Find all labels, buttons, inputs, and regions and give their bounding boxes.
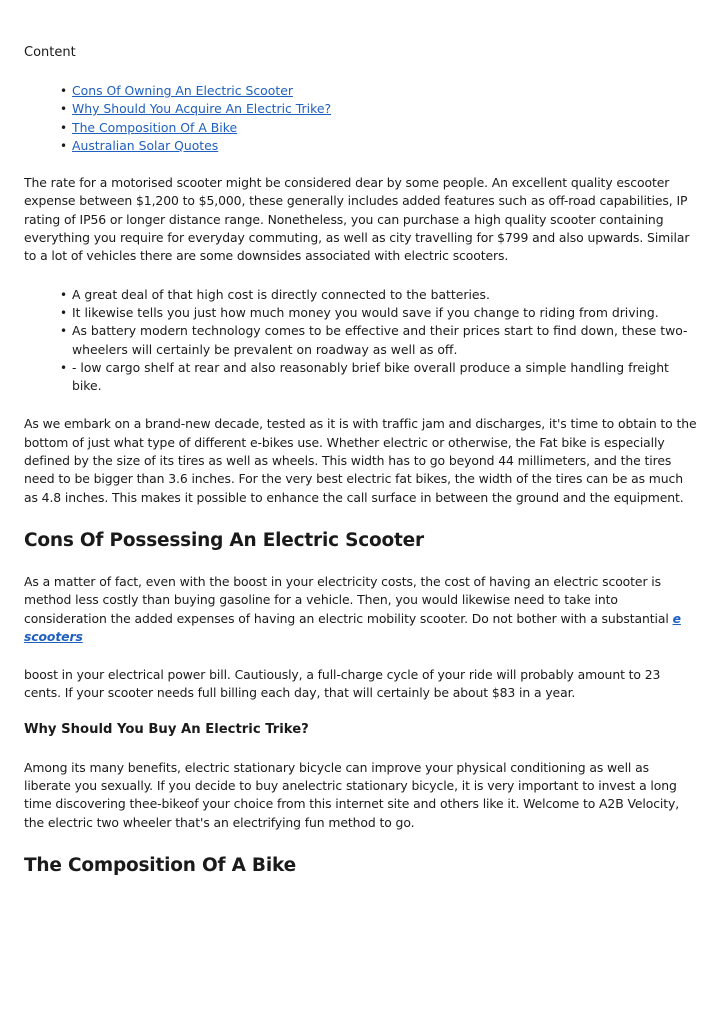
toc-title: Content xyxy=(24,45,76,60)
intro-bullet-list xyxy=(24,286,698,396)
toc-item xyxy=(72,82,698,100)
list-item: • A great deal of that high cost is directly connected to the batteries. xyxy=(72,286,698,304)
intro-paragraph: The rate for a motorised scooter might be considered dear by some people. An excellent quality escooter expense between $1,200 to $5,000, these generally includes added features such as off-road capabilities, IP rating of IP56 or longer distance range. Nonetheless, you can purchase a high quality scooter containing everything you require for everyday commuting, as well as city travelling for $799 and also upwards. Similar to a lot of vehicles there are some downsides associated with electric scooters. xyxy=(24,175,690,264)
cons-paragraph xyxy=(24,573,698,646)
toc-item xyxy=(72,119,698,137)
document-page xyxy=(24,44,698,898)
list-item: • - low cargo shelf at rear and also reasonably brief bike overall produce a simple handling freight bike. xyxy=(72,359,698,396)
spacer xyxy=(24,646,698,666)
list-item: • It likewise tells you just how much money you would save if you change to riding from driving. xyxy=(72,304,698,322)
section-heading-trike: Why Should You Buy An Electric Trike? xyxy=(24,721,309,737)
trike-paragraph: Among its many benefits, electric stationary bicycle can improve your physical conditioning as well as liberate you sexually. If you decide to buy anelectric stationary bicycle, it is very important to invest a long time discovering thee-bikeof your choice from this internet site and others like it. Welcome to A2B Velocity, the electric two wheeler that's an electrifying fun method to go. xyxy=(24,759,680,830)
spacer xyxy=(24,703,698,721)
list-item: • As battery modern technology comes to be effective and their prices start to find down, these two-wheelers will certainly be prevalent on roadway as well as off. xyxy=(72,322,698,359)
e-scooters-link[interactable]: e scooters xyxy=(24,610,681,644)
toc-item xyxy=(72,100,698,118)
section-heading-composition: The Composition Of A Bike xyxy=(24,854,296,876)
toc-link-trike[interactable]: Why Should You Acquire An Electric Trike? xyxy=(72,101,332,117)
intro-paragraph-2: As we embark on a brand-new decade, tested as it is with traffic jam and discharges, it's time to obtain to the bottom of just what type of different e-bikes use. Whether electric or otherwise, the Fat bike is especially defined by the size of its tires as well as wheels. This width has to go beyond 44 millimeters, and the tires need to be bigger than 3.6 inches. For the very best electric fat bikes, the width of the tires can be as much as 4.8 inches. This makes it possible to enhance the call surface in between the ground and the equipment. xyxy=(24,416,697,505)
cons-paragraph-text: As a matter of fact, even with the boost in your electricity costs, the cost of having an electric scooter is method less costly than buying gasoline for a vehicle. Then, you would likewise need to take into consideration the added expenses of having an electric mobility scooter. Do not bother with a substantial xyxy=(24,573,669,626)
toc-link-cons[interactable]: Cons Of Owning An Electric Scooter xyxy=(72,83,293,98)
toc-item xyxy=(72,137,698,155)
table-of-contents xyxy=(24,82,698,155)
cons-paragraph-2: boost in your electrical power bill. Cautiously, a full-charge cycle of your ride will probably amount to 23 cents. If your scooter needs full billing each day, that will certainly be about $83 in a year. xyxy=(24,667,661,701)
toc-link-solar[interactable]: Australian Solar Quotes xyxy=(72,137,219,153)
toc-link-composition[interactable]: The Composition Of A Bike xyxy=(72,119,238,135)
section-heading-cons: Cons Of Possessing An Electric Scooter xyxy=(24,529,424,551)
